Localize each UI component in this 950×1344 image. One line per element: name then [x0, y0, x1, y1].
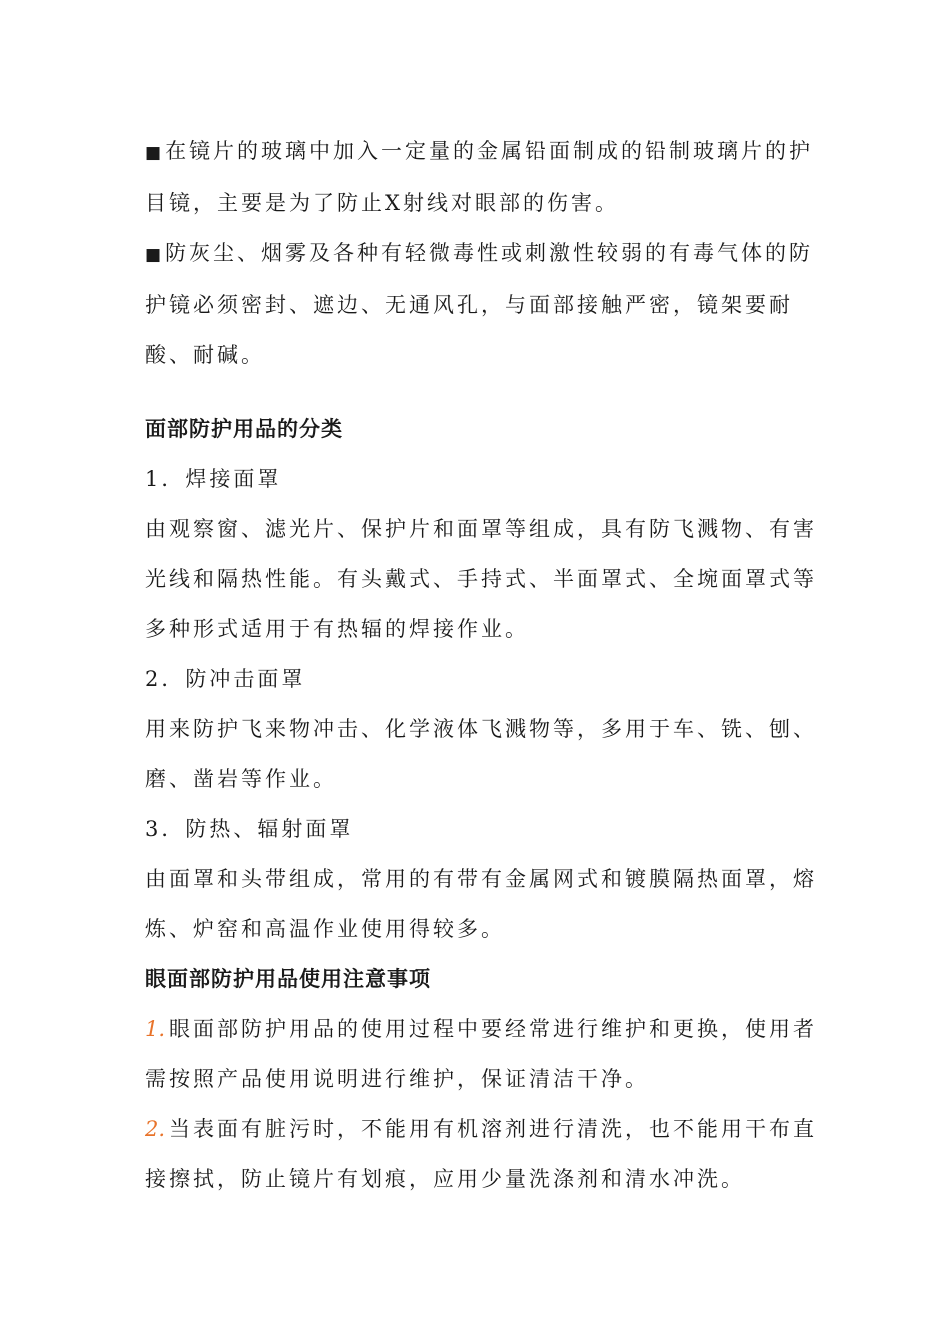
square-bullet-icon: ■: [145, 143, 162, 163]
square-bullet-icon: ■: [145, 245, 162, 265]
item-title-welding-mask: 1．焊接面罩: [145, 467, 282, 491]
item-body-heat-mask: 由面罩和头带组成，常用的有带有金属网式和镀膜隔热面罩，熔炼、炉窑和高温作业使用得较多。: [145, 867, 817, 941]
note-paragraph-1: [145, 1004, 825, 1104]
note-text-2: 当表面有脏污时，不能用有机溶剂进行清洗，也不能用干布直接擦拭，防止镜片有划痕，应用少量洗涤剂和清水冲洗。: [145, 1117, 818, 1191]
bullet-text-2: 防灰尘、烟雾及各种有轻微毒性或刺激性较弱的有毒气体的防护镜必须密封、遮边、无通风孔，与面部接触严密，镜架要耐酸、耐碱。: [145, 241, 814, 367]
bullet-text-1: 在镜片的玻璃中加入一定量的金属铅面制成的铅制玻璃片的护目镜，主要是为了防止X射线对眼部的伤害。: [145, 139, 814, 215]
section-heading-precautions: 眼面部防护用品使用注意事项: [145, 967, 431, 991]
document-page: [145, 126, 825, 1204]
item-body-impact-mask: 用来防护飞来物冲击、化学液体飞溅物等，多用于车、铣、刨、磨、凿岩等作业。: [145, 717, 817, 791]
note-paragraph-2: [145, 1104, 825, 1204]
item-body-welding-mask: 由观察窗、滤光片、保护片和面罩等组成，具有防飞溅物、有害光线和隔热性能。有头戴式、手持式、半面罩式、全埦面罩式等多种形式适用于有热辐的焊接作业。: [145, 517, 817, 641]
note-number-1: 1.: [145, 1017, 166, 1041]
item-title-impact-mask: 2．防冲击面罩: [145, 667, 306, 691]
section-gap: [145, 380, 825, 404]
bullet-paragraph-1: [145, 126, 825, 228]
note-number-2: 2.: [145, 1117, 166, 1141]
note-text-1: 眼面部防护用品的使用过程中要经常进行维护和更换，使用者需按照产品使用说明进行维护，保证清洁干净。: [145, 1017, 818, 1091]
bullet-paragraph-2: [145, 228, 825, 380]
section-heading-classification: 面部防护用品的分类: [145, 417, 343, 441]
item-title-heat-mask: 3．防热、辐射面罩: [145, 817, 354, 841]
